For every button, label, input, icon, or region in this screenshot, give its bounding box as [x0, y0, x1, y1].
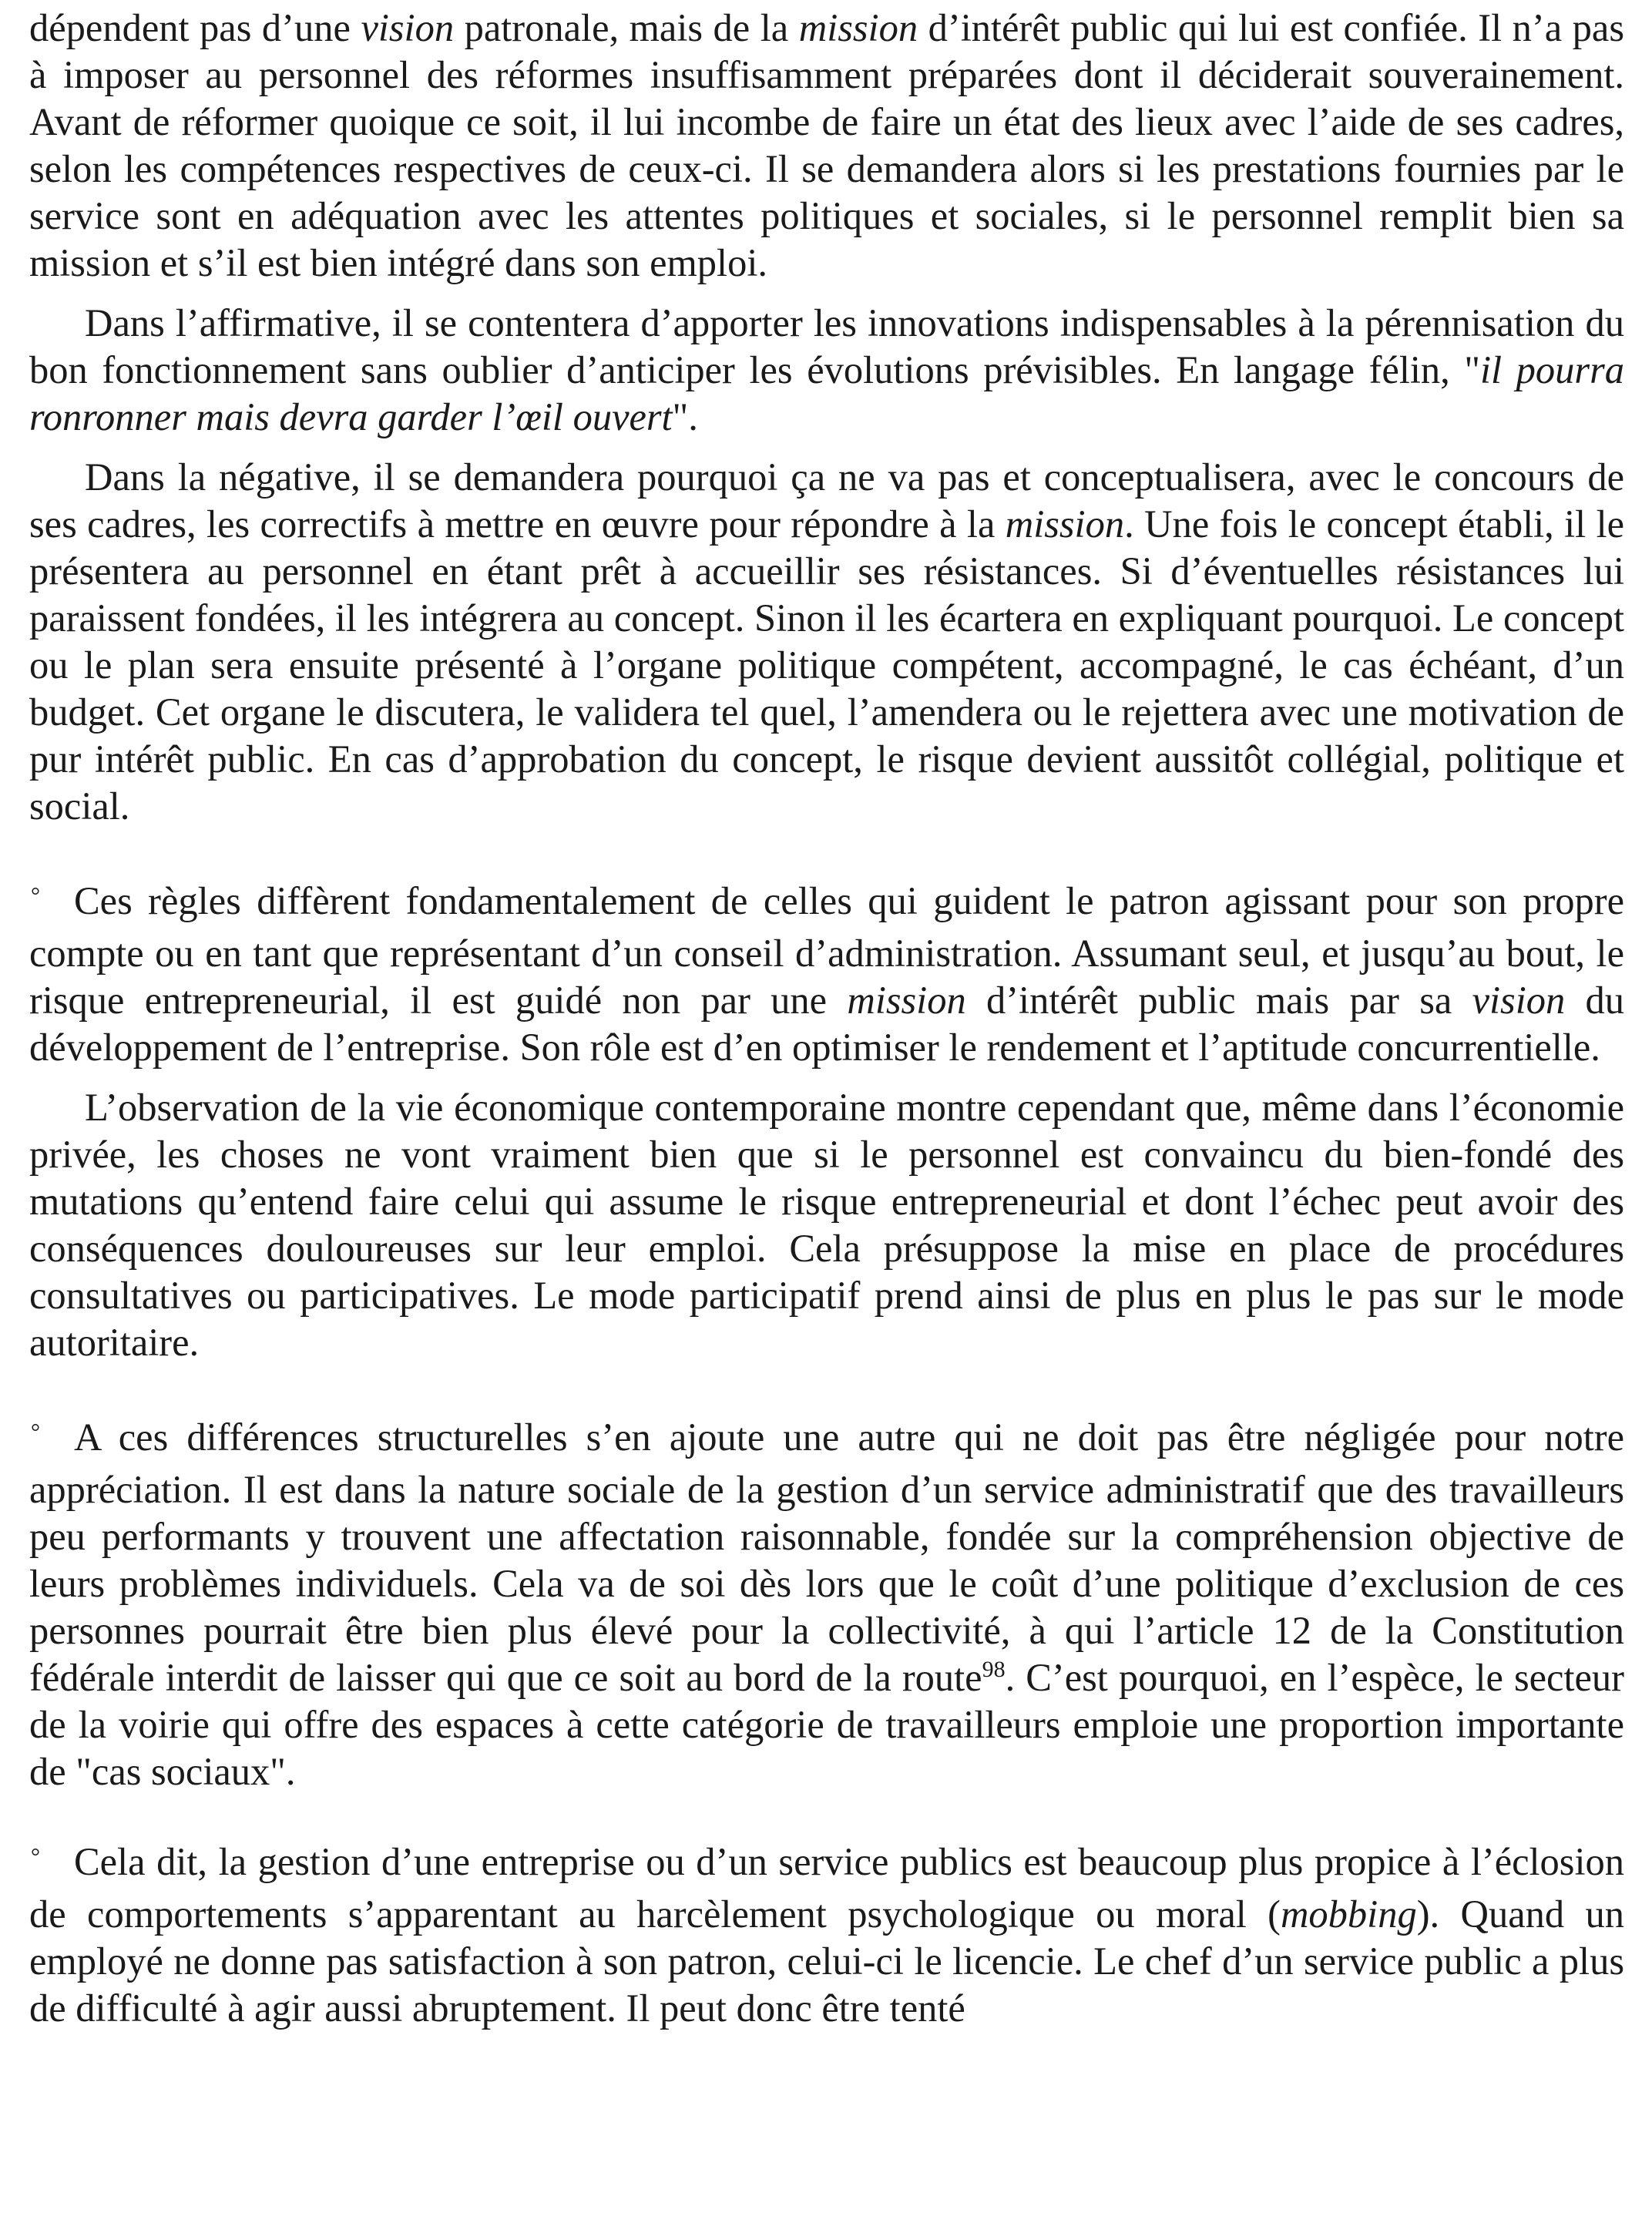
- text-run: Dans l’affirmative, il se contentera d’apporter les innovations indispensables à la pérennisation du bon fonctionnement sans oublier d’anticiper les évolutions prévisibles. En langage félin, ": [29, 301, 1624, 391]
- text-run: dépendent pas d’une: [29, 6, 361, 49]
- paragraph: [29, 1084, 1624, 1366]
- document-page: [29, 5, 1624, 2032]
- bullet-paragraph: [29, 878, 1624, 1071]
- paragraph: [29, 5, 1624, 287]
- degree-bullet-icon: °: [31, 883, 40, 908]
- text-run: Cela dit, la gestion d’une entreprise ou d’un service publics est beaucoup plus propice à l’éclosion de comportements s’apparentant au harcèlement psychologique ou moral (: [29, 1840, 1624, 1936]
- text-run: du développement de l’entreprise. Son rôle est d’en optimiser le rendement et l’aptitude concurrentielle.: [29, 979, 1625, 1069]
- emphasis: mission: [1005, 502, 1125, 546]
- bullet-marker: [29, 1839, 74, 1891]
- footnote-ref[interactable]: 98: [982, 1657, 1006, 1683]
- bullet-marker: [29, 878, 74, 930]
- text-run: ".: [672, 395, 698, 438]
- bullet-paragraph: [29, 1414, 1624, 1795]
- text-run: d’intérêt public qui lui est confiée. Il n’a pas à imposer au personnel des réformes insuffisamment préparées dont il déciderait souverainement. Avant de réformer quoique ce soit, il lui incombe de faire un état des lieux avec l’aide de ses cadres, selon les compétences respectives de ceux-ci. Il se demandera alors si les prestations fournies par le service sont en adéquation avec les attentes politiques et sociales, si le personnel remplit bien sa mission et s’il est bien intégré dans son emploi.: [29, 6, 1624, 284]
- text-run: . Une fois le concept établi, il le présentera au personnel en étant prêt à accueillir ses résistances. Si d’éventuelles résistances lui paraissent fondées, il les intégrera au concept. Sinon il les écartera en expliquant pourquoi. Le concept ou le plan sera ensuite présenté à l’organe politique compétent, accompagné, le cas échéant, d’un budget. Cet organe le discutera, le validera tel quel, l’amendera ou le rejettera avec une motivation de pur intérêt public. En cas d’approbation du concept, le risque devient aussitôt collégial, politique et social.: [29, 502, 1625, 828]
- text-run: ). Quand un employé ne donne pas satisfaction à son patron, celui-ci le licencie. Le chef d’un service public a plus de difficulté à agir aussi abruptement. Il peut donc être tenté: [29, 1892, 1624, 2030]
- degree-bullet-icon: °: [31, 1844, 40, 1869]
- text-run: L’observation de la vie économique contemporaine montre cependant que, même dans l’économie privée, les choses ne vont vraiment bien que si le personnel est convaincu du bien-fondé des mutations qu’entend faire celui qui assume le risque entrepreneurial et dont l’échec peut avoir des conséquences douloureuses sur leur emploi. Cela présuppose la mise en place de procédures consultatives ou participatives. Le mode participatif prend ainsi de plus en plus le pas sur le mode autoritaire.: [29, 1086, 1624, 1364]
- bullet-marker: [29, 1414, 74, 1466]
- text-run: patronale, mais de la: [454, 6, 799, 49]
- degree-bullet-icon: °: [31, 1419, 40, 1445]
- emphasis: mobbing: [1280, 1892, 1417, 1936]
- text-run: Ces règles diffèrent fondamentalement de celles qui guident le patron agissant pour son propre compte ou en tant que représentant d’un conseil d’administration. Assumant seul, et jusqu’au bout, le risque entrepreneurial, il est guidé non par une: [29, 879, 1624, 1022]
- emphasis: mission: [798, 6, 918, 49]
- emphasis: vision: [1472, 979, 1566, 1022]
- emphasis: mission: [847, 979, 966, 1022]
- emphasis: vision: [361, 6, 455, 49]
- text-run: . C’est pourquoi, en l’espèce, le secteur de la voirie qui offre des espaces à cette catégorie de travailleurs emploie une proportion importante de "cas sociaux".: [29, 1656, 1624, 1793]
- paragraph: [29, 454, 1624, 830]
- bullet-paragraph: [29, 1839, 1624, 2032]
- text-run: d’intérêt public mais par sa: [965, 979, 1472, 1022]
- text-run: Dans la négative, il se demandera pourquoi ça ne va pas et conceptualisera, avec le concours de ses cadres, les correctifs à mettre en œuvre pour répondre à la: [29, 455, 1624, 546]
- emphasis: il pourra ronronner mais devra garder l’œil ouvert: [29, 348, 1624, 438]
- text-run: A ces différences structurelles s’en ajoute une autre qui ne doit pas être négligée pour notre appréciation. Il est dans la nature sociale de la gestion d’un service administratif que des travailleurs peu performants y trouvent une affectation raisonnable, fondée sur la compréhension objective de leurs problèmes individuels. Cela va de soi dès lors que le coût d’une politique d’exclusion de ces personnes pourrait être bien plus élevé pour la collectivité, à qui l’article 12 de la Constitution fédérale interdit de laisser qui que ce soit au bord de la route: [29, 1415, 1624, 1699]
- paragraph: [29, 300, 1624, 441]
